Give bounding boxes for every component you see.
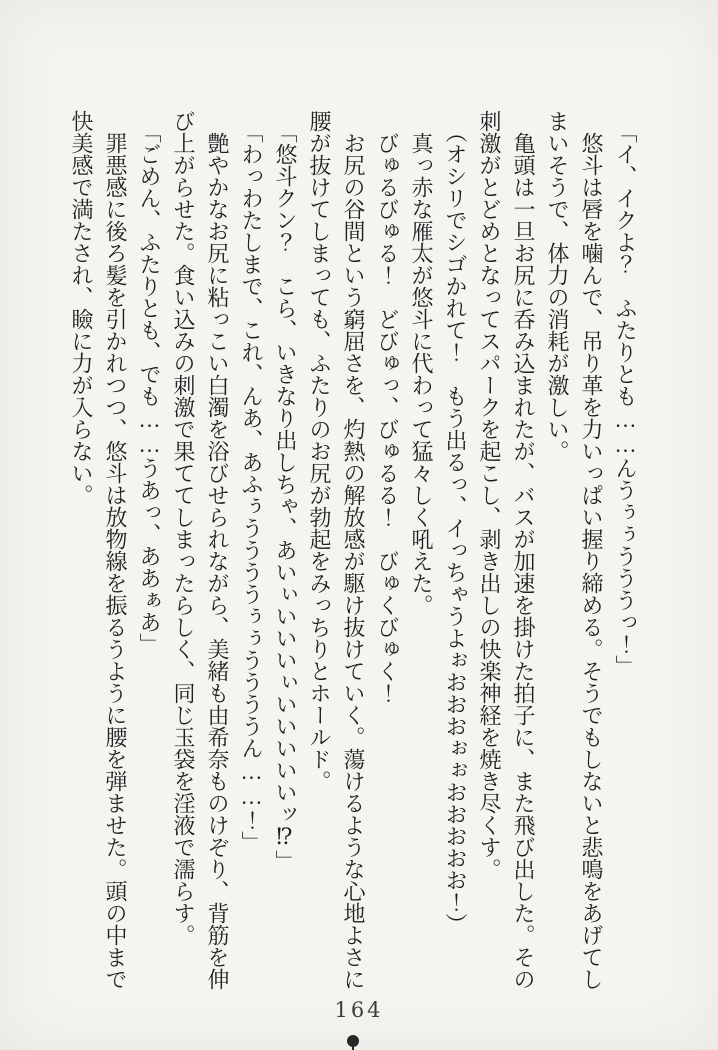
- text-line: 艶やかなお尻に粘っこい白濁を浴びせられながら、美緒も由希奈ものけぞり、背筋を伸: [205, 132, 230, 990]
- text-line: まいそうで、体力の消耗が激しい。: [545, 110, 570, 462]
- text-line: び上がらせた。食い込みの刺激で果ててしまったらしく、同じ玉袋を淫液で濡らす。: [171, 110, 196, 946]
- page-footer: [0, 998, 718, 1022]
- text-line: 「イ、イクよ？ ふたりとも……んうぅぅうううっ！」: [613, 121, 638, 677]
- page-number: 164: [334, 998, 384, 1022]
- text-line: 「悠斗クン？ こら、いきなり出しちゃ、あいぃいいいぃいいいいいッ⁉」: [273, 121, 298, 872]
- text-line: お尻の谷間という窮屈さを、灼熱の解放感が駆け抜けていく。蕩けるような心地よさに: [341, 132, 366, 990]
- text-line: 悠斗は唇を噛んで、吊り革を力いっぱい握り締める。そうでもしないと悲鳴をあげてし: [579, 132, 604, 990]
- text-line: 腰が抜けてしまっても、ふたりのお尻が勃起をみっちりとホールド。: [307, 110, 332, 792]
- text-line: 真っ赤な雁太が悠斗に代わって猛々しく吼えた。: [409, 132, 434, 616]
- text-line: （オシリでシゴかれて！ もう出るっ、イっちゃうよぉおおおぉぉおおおおお！）: [443, 121, 468, 935]
- text-line: 亀頭は一旦お尻に呑み込まれたが、バスが加速を掛けた拍子に、また飛び出した。その: [511, 132, 536, 990]
- text-line: びゅるびゅる！ どびゅっ、びゅるる！ びゅくびゅく！: [375, 132, 400, 704]
- text-line: 快美感で満たされ、瞼に力が入らない。: [69, 110, 94, 506]
- text-line: 「わっわたしまで、これ、んあ、あふぅううううぅぅううううん……！」: [239, 121, 264, 853]
- text-line: 刺激がとどめとなってスパークを起こし、剥き出しの快楽神経を焼き尽くす。: [477, 110, 502, 880]
- binding-dot-mark: [347, 1035, 359, 1047]
- text-line: 「ごめん、ふたりとも、でも……うあっ、ああぁあ」: [137, 121, 162, 655]
- vertical-text-area: [64, 110, 642, 990]
- text-line: 罪悪感に後ろ髪を引かれつつ、悠斗は放物線を振るうように腰を弾ませた。頭の中まで: [103, 132, 128, 990]
